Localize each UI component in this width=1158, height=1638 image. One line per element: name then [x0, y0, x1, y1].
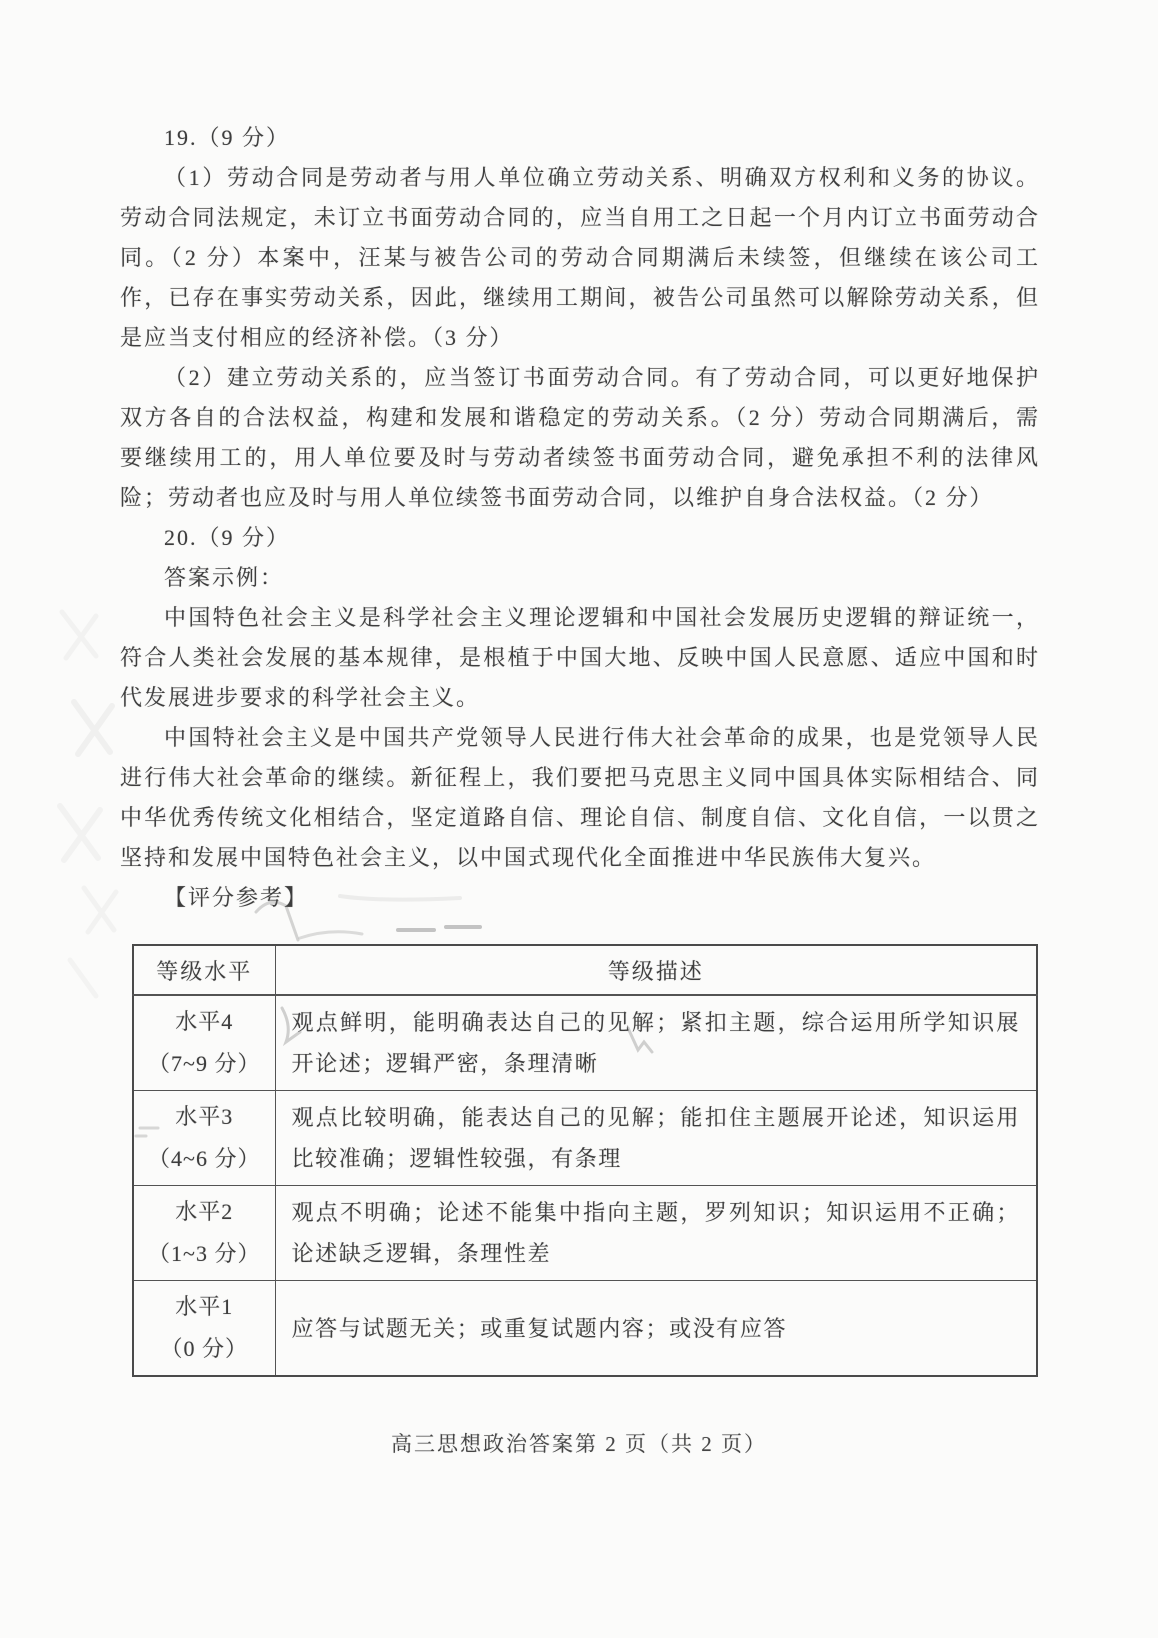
level4-name: 水平4 — [175, 1009, 234, 1034]
level3-name: 水平3 — [175, 1104, 234, 1129]
level3-description: 观点比较明确，能表达自己的见解；能扣住主题展开论述，知识运用比较准确；逻辑性较强，有条理 — [275, 1091, 1037, 1186]
level2-range: （1~3 分） — [148, 1241, 261, 1266]
q20-answer-para2: 中国特社会主义是中国共产党领导人民进行伟大社会革命的成果，也是党领导人民进行伟大社会革命的继续。新征程上，我们要把马克思主义同中国具体实际相结合、同中华优秀传统文化相结合，坚定道路自信、理论自信、制度自信、文化自信，一以贯之坚持和发展中国特色社会主义，以中国式现代化全面推进中华民族伟大复兴。 — [120, 725, 1040, 870]
rubric-label: 【评分参考】 — [164, 885, 309, 910]
level4-description: 观点鲜明，能明确表达自己的见解；紧扣主题，综合运用所学知识展开论述；逻辑严密，条理清晰 — [275, 995, 1037, 1091]
page-footer: 高三思想政治答案第 2 页（共 2 页） — [391, 1432, 767, 1456]
rubric-header-desc: 等级描述 — [275, 945, 1037, 995]
level1-range: （0 分） — [160, 1336, 248, 1361]
rubric-row-level3 — [133, 1091, 1037, 1186]
rubric-row-level1 — [133, 1281, 1037, 1377]
level1-name: 水平1 — [175, 1294, 234, 1319]
q19-heading: 19.（9 分） — [164, 125, 291, 150]
q19-answer-part2: （2）建立劳动关系的，应当签订书面劳动合同。有了劳动合同，可以更好地保护双方各自的合法权益，构建和发展和谐稳定的劳动关系。（2 分）劳动合同期满后，需要继续用工的，用人单位要及时与劳动者续签书面劳动合同，避免承担不利的法律风险；劳动者也应及时与用人单位续签书面劳动合同，以维护自身合法权益。（2 分） — [120, 365, 1040, 510]
level1-description: 应答与试题无关；或重复试题内容；或没有应答 — [275, 1281, 1037, 1377]
level1-cell — [133, 1281, 275, 1377]
level2-description: 观点不明确；论述不能集中指向主题，罗列知识；知识运用不正确；论述缺乏逻辑，条理性差 — [275, 1186, 1037, 1281]
level2-cell — [133, 1186, 275, 1281]
rubric-header-level: 等级水平 — [133, 945, 275, 995]
q20-heading: 20.（9 分） — [164, 525, 291, 550]
level2-name: 水平2 — [175, 1199, 234, 1224]
q20-answer-label: 答案示例： — [164, 565, 285, 590]
level3-range: （4~6 分） — [148, 1146, 261, 1171]
q20-answer-para1: 中国特色社会主义是科学社会主义理论逻辑和中国社会发展历史逻辑的辩证统一，符合人类社会发展的基本规律，是根植于中国大地、反映中国人民意愿、适应中国和时代发展进步要求的科学社会主义。 — [120, 605, 1040, 710]
level4-cell — [133, 995, 275, 1091]
rubric-row-level2 — [133, 1186, 1037, 1281]
q19-answer-part1: （1）劳动合同是劳动者与用人单位确立劳动关系、明确双方权利和义务的协议。劳动合同法规定，未订立书面劳动合同的，应当自用工之日起一个月内订立书面劳动合同。（2 分）本案中，汪某与被告公司的劳动合同期满后未续签，但继续在该公司工作，已存在事实劳动关系，因此，继续用工期间，被告公司虽然可以解除劳动关系，但是应当支付相应的经济补偿。（3 分） — [120, 165, 1040, 350]
page-content — [120, 118, 1040, 1377]
level3-cell — [133, 1091, 275, 1186]
rubric-row-level4 — [133, 995, 1037, 1091]
rubric-header-row — [133, 945, 1037, 995]
level4-range: （7~9 分） — [148, 1051, 261, 1076]
rubric-table — [132, 944, 1038, 1377]
